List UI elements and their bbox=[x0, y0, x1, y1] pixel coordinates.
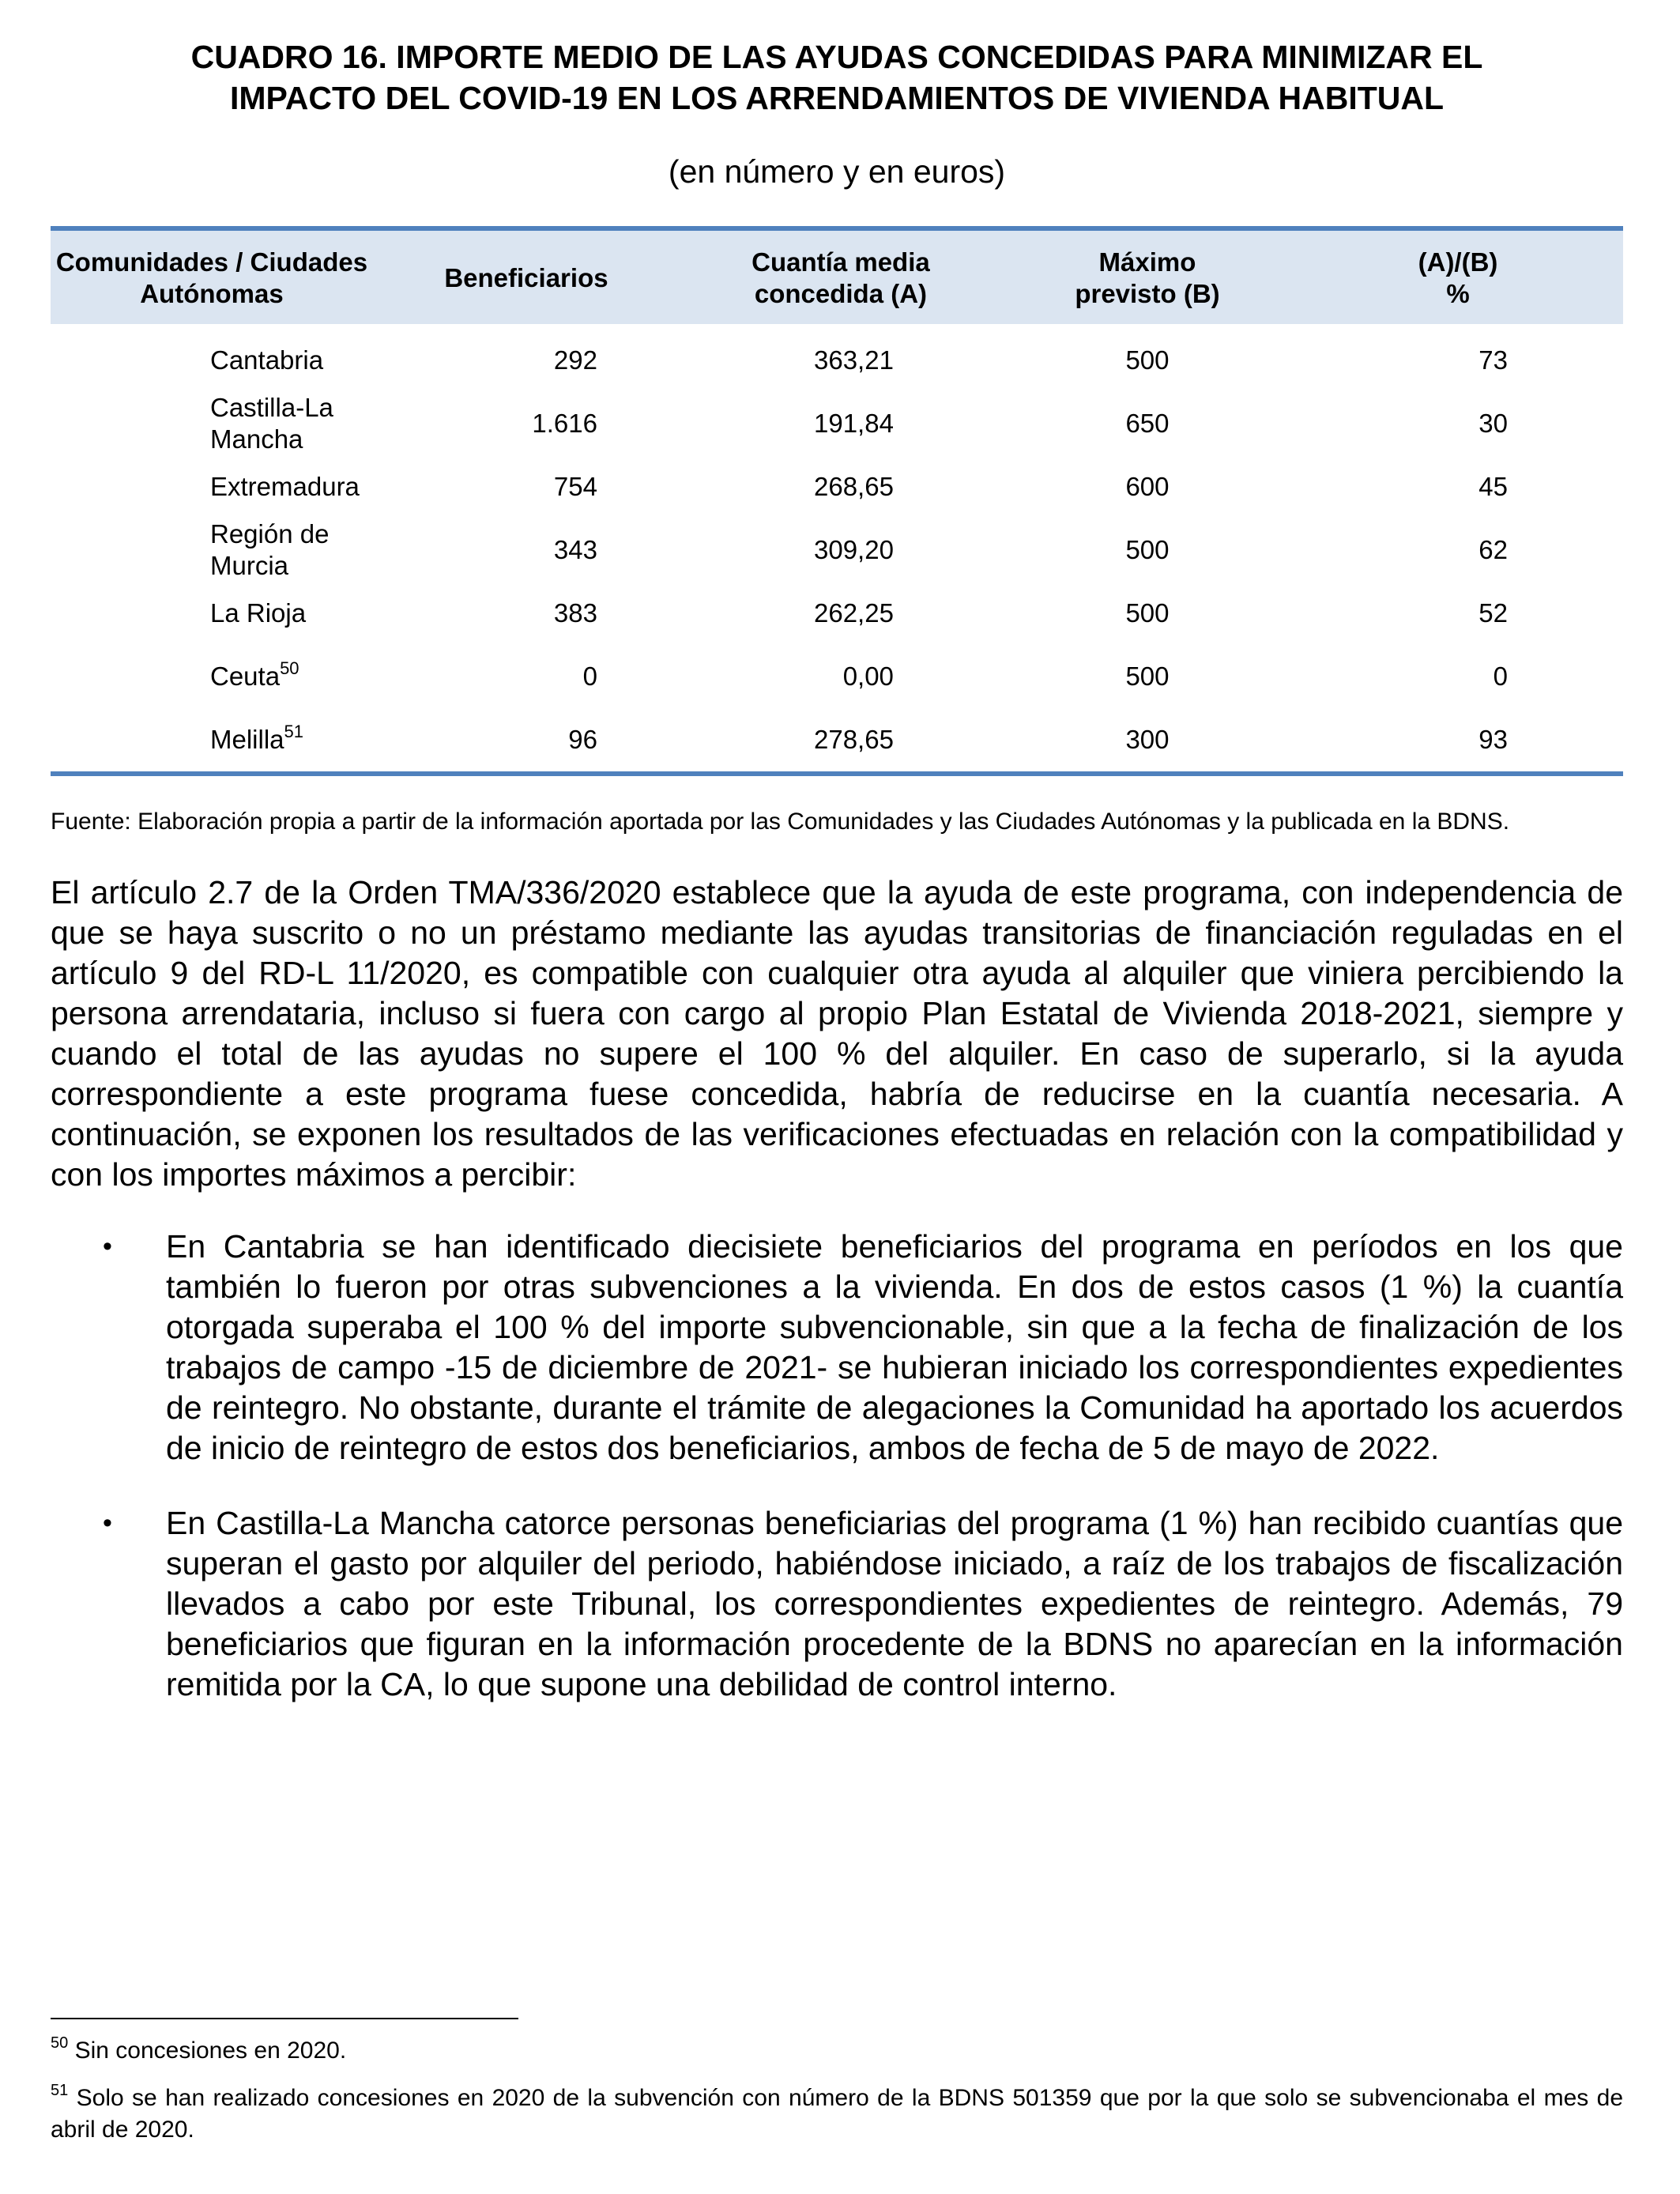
cell-ratio: 52 bbox=[1478, 598, 1508, 628]
cell-beneficiaries: 292 bbox=[553, 345, 597, 375]
cell-community: Extremadura bbox=[210, 472, 360, 501]
cell-community: Melilla$^{51}$ bbox=[210, 722, 304, 754]
title-line-2: IMPACTO DEL COVID-19 EN LOS ARRENDAMIENTOS DE VIVIENDA HABITUAL bbox=[229, 80, 1445, 116]
title-line-1: CUADRO 16. IMPORTE MEDIO DE LAS AYUDAS CONCEDIDAS PARA MINIMIZAR EL bbox=[190, 39, 1483, 75]
cell-ratio: 30 bbox=[1478, 409, 1508, 438]
header-maximum: Máximo previsto (B) bbox=[1075, 247, 1220, 308]
bullet-dot-icon: • bbox=[103, 1231, 112, 1261]
cell-maximum: 600 bbox=[1125, 472, 1170, 501]
footnote-ref: 50 bbox=[280, 658, 299, 678]
table-row bbox=[51, 708, 1623, 774]
cell-maximum: 300 bbox=[1125, 725, 1170, 754]
table-row bbox=[51, 518, 1623, 582]
cell-ratio: 45 bbox=[1478, 472, 1508, 501]
footnote-list bbox=[51, 2035, 1623, 2146]
cell-beneficiaries: 754 bbox=[553, 472, 597, 501]
footnote-text: Sin concesiones en 2020. bbox=[68, 2038, 347, 2064]
cell-ratio: 62 bbox=[1478, 535, 1508, 564]
data-table-wrapper bbox=[51, 226, 1623, 776]
bullet-text: En Cantabria se han identificado diecisiete beneficiarios del programa en períodos en los que también lo fueron por otras subvenciones a la vivienda. En dos de estos casos (1 %) la cuantía otorgada superaba el 100 % del importe subvencionable, sin que a la fecha de finalización de los trabajos de campo -15 de diciembre de 2021- se hubieran iniciado los correspondientes expedientes de reintegro. No obstante, durante el trámite de alegaciones la Comunidad ha aportado los acuerdos de inicio de reintegro de estos dos beneficiarios, ambos de fecha de 5 de mayo de 2022. bbox=[166, 1228, 1623, 1466]
table-row bbox=[51, 392, 1623, 455]
cell-maximum: 500 bbox=[1125, 535, 1170, 564]
cell-average-amount: 268,65 bbox=[813, 472, 894, 501]
header-average-amount: Cuantía media concedida (A) bbox=[751, 247, 930, 308]
bullet-dot-icon: • bbox=[103, 1508, 112, 1538]
bullet-item bbox=[51, 1227, 1623, 1468]
cell-average-amount: 278,65 bbox=[813, 725, 894, 754]
cell-maximum: 500 bbox=[1125, 662, 1170, 691]
cell-beneficiaries: 383 bbox=[553, 598, 597, 628]
table-row bbox=[51, 645, 1623, 708]
footnote-item bbox=[51, 2035, 1623, 2067]
cell-average-amount: 262,25 bbox=[813, 598, 894, 628]
cell-beneficiaries: 0 bbox=[582, 662, 597, 691]
footnote-ref: 51 bbox=[284, 722, 304, 741]
footnotes bbox=[51, 2018, 1623, 2162]
cell-average-amount: 309,20 bbox=[813, 535, 894, 564]
header-community: Comunidades / Ciudades Autónomas bbox=[55, 247, 368, 308]
footnote-item bbox=[51, 2083, 1623, 2146]
bullet-item bbox=[51, 1503, 1623, 1705]
body-paragraph: El artículo 2.7 de la Orden TMA/336/2020 establece que la ayuda de este programa, con independencia de que se haya suscrito o no un préstamo mediante las ayudas transitorias de financiación reguladas en el artículo 9 del RD-L 11/2020, es compatible con cualquier otra ayuda al alquiler que viniera percibiendo la persona arrendataria, incluso si fuera con cargo al propio Plan Estatal de Vivienda 2018-2021, siempre y cuando el total de las ayudas no supere el 100 % del alquiler. En caso de superarlo, si la ayuda correspondiente a este programa fuese concedida, habría de reducirse en la cuantía necesaria. A continuación, se exponen los resultados de las verificaciones efectuadas en relación con la compatibilidad y con los importes máximos a percibir: bbox=[51, 874, 1623, 1193]
cell-average-amount: 0,00 bbox=[842, 662, 894, 691]
cell-community: Ceuta$^{50}$ bbox=[210, 658, 299, 691]
cell-beneficiaries: 96 bbox=[568, 725, 597, 754]
bullet-list bbox=[51, 1227, 1623, 1705]
cell-average-amount: 191,84 bbox=[813, 409, 894, 438]
cell-ratio: 73 bbox=[1478, 345, 1508, 375]
header-beneficiaries: Beneficiarios bbox=[444, 263, 608, 292]
table-row bbox=[51, 455, 1623, 518]
cell-maximum: 650 bbox=[1125, 409, 1170, 438]
bullet-text: En Castilla-La Mancha catorce personas beneficiarias del programa (1 %) han recibido cuantías que superan el gasto por alquiler del periodo, habiéndose iniciado, a raíz de los trabajos de fiscalización llevados a cabo por este Tribunal, los correspondientes expedientes de reintegro. Además, 79 beneficiarios que figuran en la información procedente de la BDNS no aparecían en la información remitida por la CA, lo que supone una debilidad de control interno. bbox=[166, 1505, 1623, 1702]
footnote-text: Solo se han realizado concesiones en 2020 de la subvención con número de la BDNS 501359 que por la que solo se subvencionaba el mes de abril de 2020. bbox=[51, 2085, 1623, 2143]
table-row bbox=[51, 324, 1623, 392]
cell-ratio: 0 bbox=[1493, 662, 1508, 691]
table-body bbox=[51, 324, 1623, 774]
cell-community: La Rioja bbox=[210, 598, 307, 628]
page-content bbox=[51, 36, 1623, 1740]
source-note: Fuente: Elaboración propia a partir de la información aportada por las Comunidades y las Ciudades Autónomas y la publicada en la BDNS. bbox=[51, 809, 1510, 835]
header-ratio: (A)/(B) % bbox=[1418, 247, 1498, 308]
cell-community: Región de Murcia bbox=[210, 519, 330, 580]
cell-community: Castilla-La Mancha bbox=[210, 393, 333, 454]
table-title bbox=[51, 36, 1623, 119]
footnote-number: 50 bbox=[51, 2034, 69, 2052]
cell-average-amount: 363,21 bbox=[813, 345, 894, 375]
footnote-number: 51 bbox=[51, 2082, 69, 2099]
cell-beneficiaries: 1.616 bbox=[532, 409, 597, 438]
cell-beneficiaries: 343 bbox=[553, 535, 597, 564]
table-row bbox=[51, 582, 1623, 645]
footnote-separator bbox=[51, 2018, 518, 2019]
table-subtitle: (en número y en euros) bbox=[668, 153, 1006, 190]
cell-community: Cantabria bbox=[210, 345, 324, 375]
data-table bbox=[51, 226, 1623, 776]
cell-maximum: 500 bbox=[1125, 345, 1170, 375]
cell-maximum: 500 bbox=[1125, 598, 1170, 628]
cell-ratio: 93 bbox=[1478, 725, 1508, 754]
table-header-row bbox=[51, 228, 1623, 324]
